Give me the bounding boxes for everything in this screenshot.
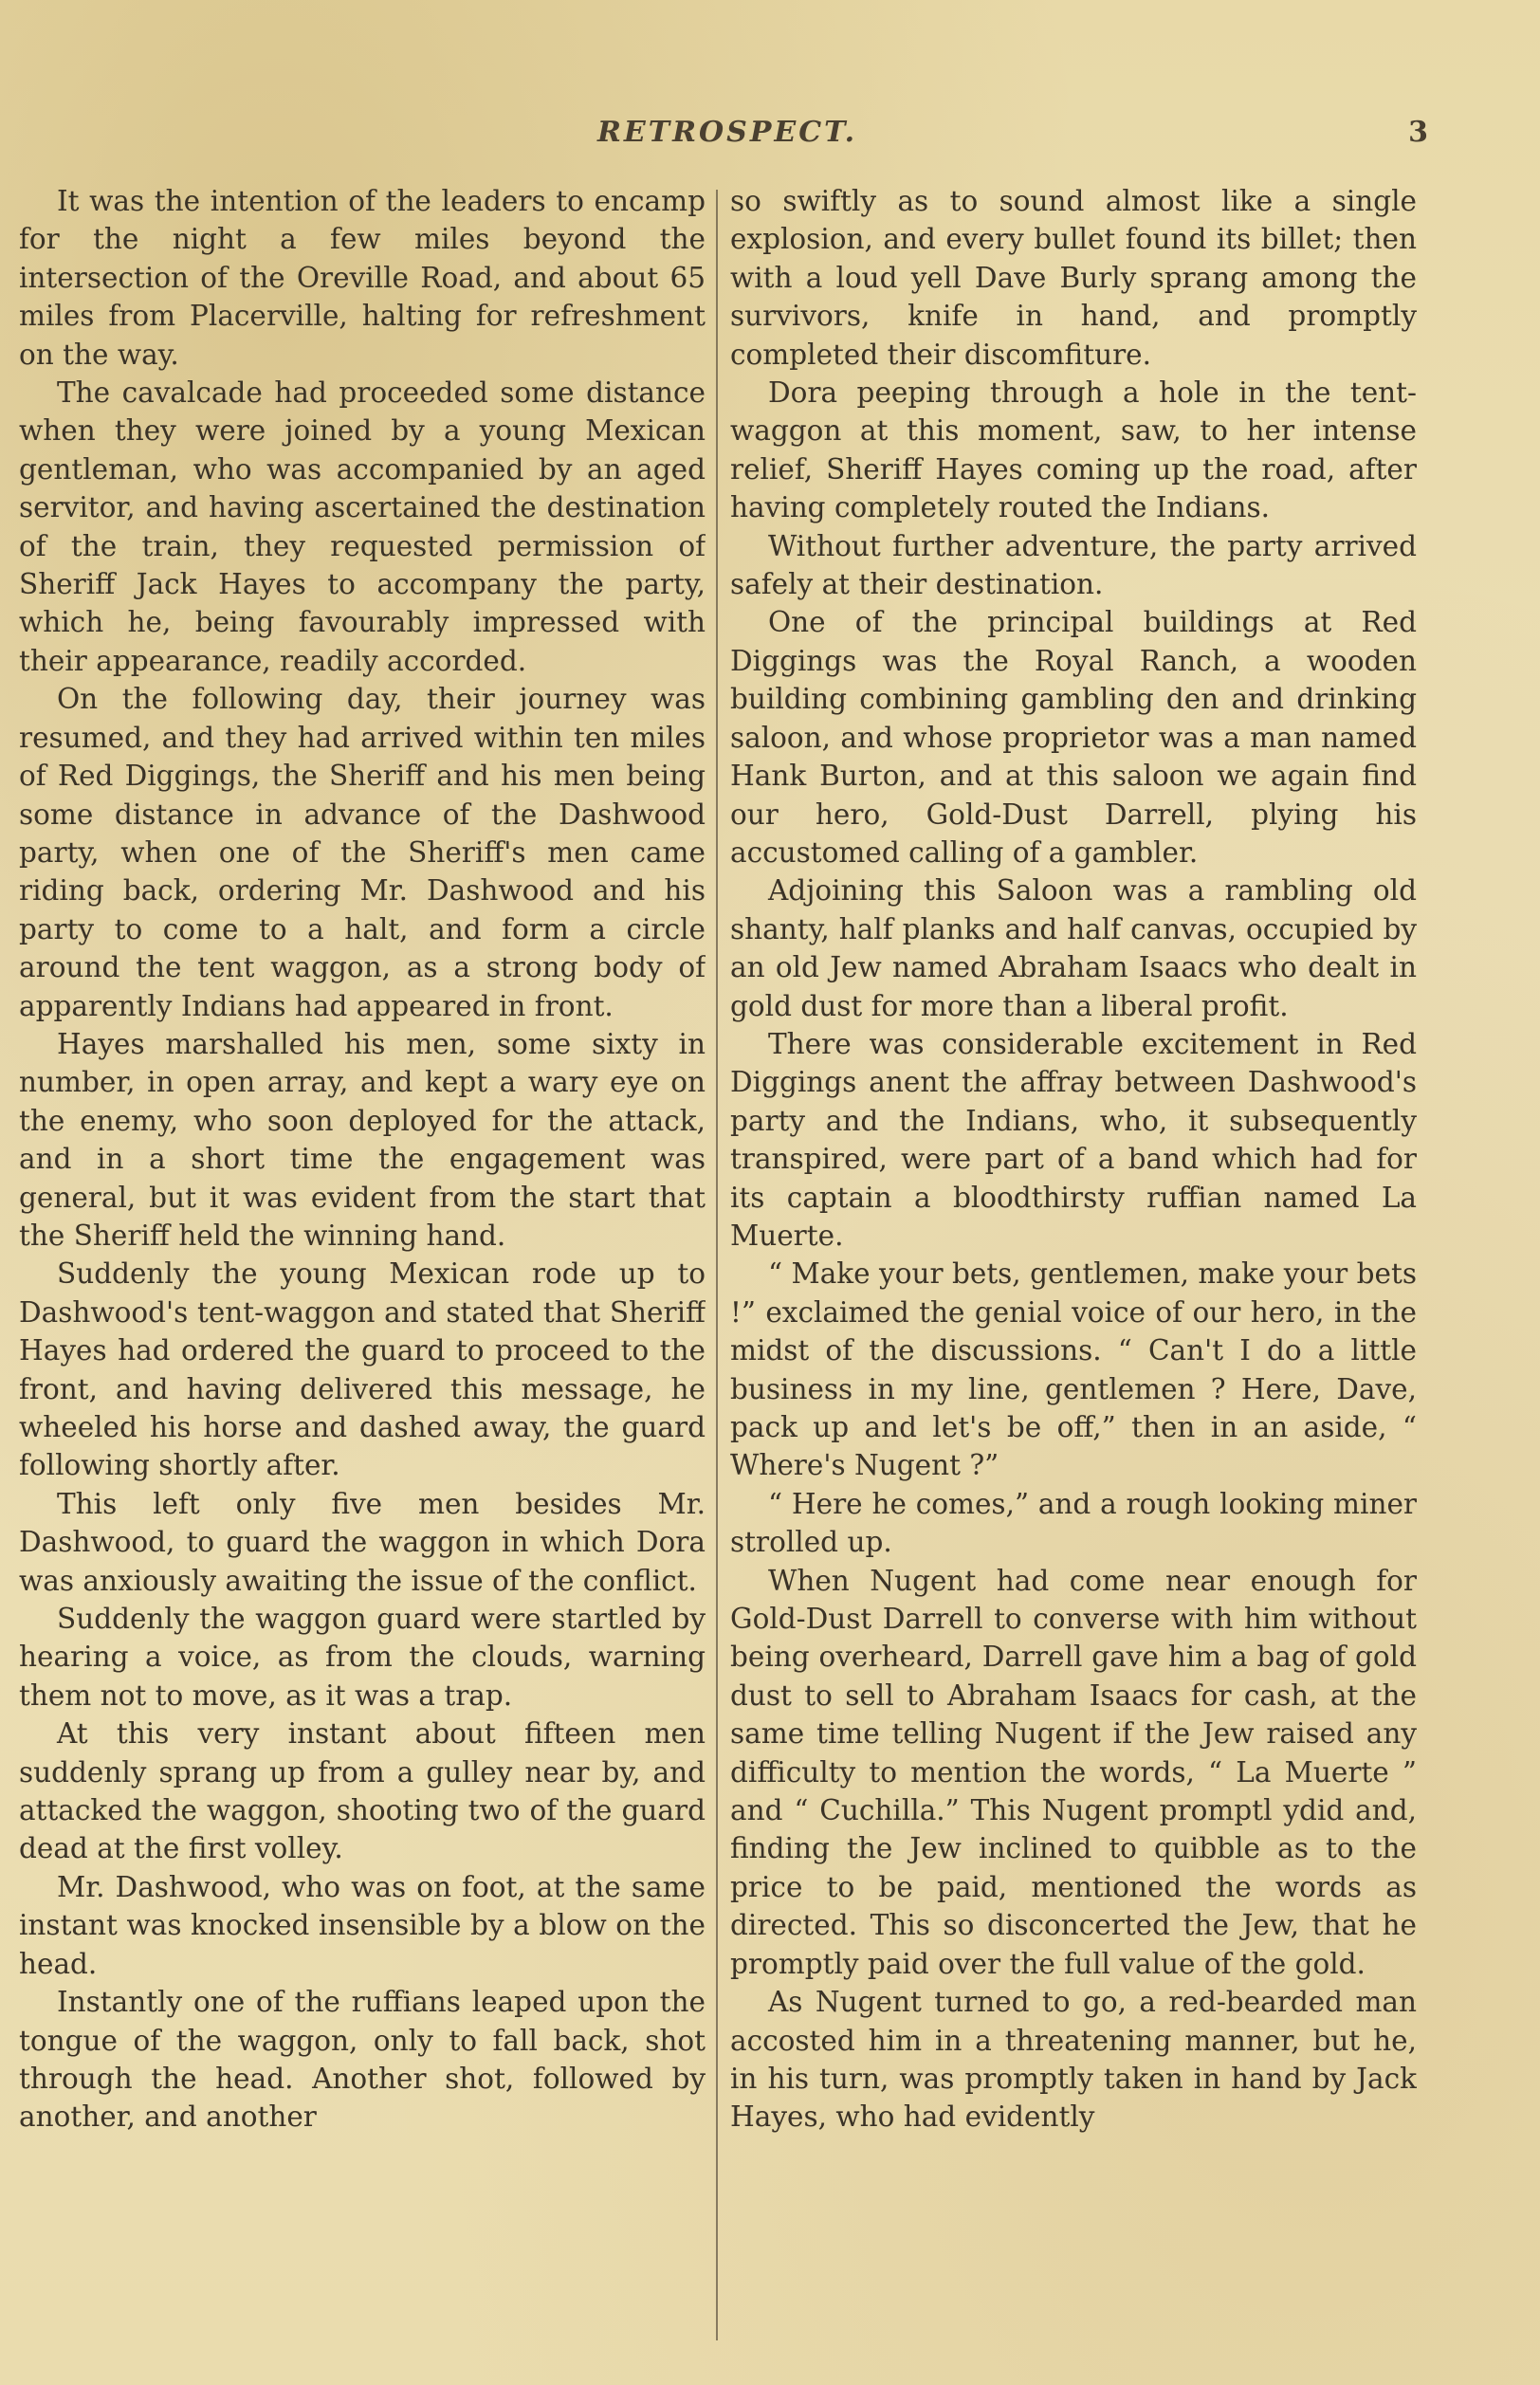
paragraph: One of the principal buildings at Red Diggings was the Royal Ranch, a wooden building combining gambling den and drinking saloon, and whose proprietor was a man named Hank Burton, and at this saloon we again find our hero, Gold-Dust Darrell, plying his accustomed calling of a gambler. <box>730 606 1417 869</box>
paragraph: Mr. Dashwood, who was on foot, at the same instant was knocked insensible by a blow on the head. <box>19 1870 706 1980</box>
paragraph: Dora peeping through a hole in the tent-waggon at this moment, saw, to her intense relief, Sheriff Hayes coming up the road, after having completely routed the Indians. <box>730 376 1417 524</box>
paragraph: Suddenly the young Mexican rode up to Dashwood's tent-waggon and stated that Sheriff Hayes had ordered the guard to proceed to the front, and having delivered this message, he wheeled his horse and dashed away, the guard following shortly after. <box>19 1257 706 1482</box>
paragraph: When Nugent had come near enough for Gold-Dust Darrell to converse with him without being overheard, Darrell gave him a bag of gold dust to sell to Abraham Isaacs for cash, at the same time telling Nugent if the Jew raised any difficulty to mention the words, “ La Muerte ” and “ Cuchilla.” This Nugent promptl ydid and, finding the Jew inclined to quibble as to the price to be paid, mentioned the words as directed. This so disconcerted the Jew, that he promptly paid over the full value of the gold. <box>730 1564 1417 1980</box>
paragraph: The cavalcade had proceeded some distance when they were joined by a young Mexican gentleman, who was accompanied by an aged servitor, and having ascertained the destination of the train, they requested permission of Sheriff Jack Hayes to accompany the party, which he, being favourably impressed with their appearance, readily accorded. <box>19 376 706 677</box>
paragraph: As Nugent turned to go, a red-bearded man accosted him in a threatening manner, but he, in his turn, was promptly taken in hand by Jack Hayes, who had evidently <box>730 1986 1417 2134</box>
paragraph: Suddenly the waggon guard were startled by hearing a voice, as from the clouds, warning them not to move, as it was a trap. <box>19 1603 706 1712</box>
paragraph: There was considerable excitement in Red Diggings anent the affray between Dashwood's party and the Indians, who, it subsequently transpired, were part of a band which had for its captain a bloodthirsty ruffian named La Muerte. <box>730 1027 1417 1252</box>
column-rule <box>716 190 718 2340</box>
page-number: 3 <box>1408 116 1428 149</box>
paragraph: Without further adventure, the party arrived safely at their destination. <box>730 529 1417 601</box>
running-head <box>0 116 1540 154</box>
left-column <box>19 182 706 2354</box>
paragraph: “ Make your bets, gentlemen, make your bets !” exclaimed the genial voice of our hero, in the midst of the discussions. “ Can't I do a little business in my line, gentlemen ? Here, Dave, pack up and let's be off,” then in an aside, “ Where's Nugent ?” <box>730 1257 1417 1482</box>
running-title: RETROSPECT. <box>597 116 858 149</box>
paragraph: “ Here he comes,” and a rough looking miner strolled up. <box>730 1487 1417 1559</box>
paragraph-continuation: so swiftly as to sound almost like a single explosion, and every bullet found its billet; then with a loud yell Dave Burly sprang among the survivors, knife in hand, and promptly completed their discomfiture. <box>730 185 1417 371</box>
paragraph: This left only five men besides Mr. Dashwood, to guard the waggon in which Dora was anxiously awaiting the issue of the conflict. <box>19 1487 706 1597</box>
paragraph: Instantly one of the ruffians leaped upon the tongue of the waggon, only to fall back, shot through the head. Another shot, followed by another, and another <box>19 1986 706 2134</box>
right-column <box>730 182 1417 2354</box>
paragraph: Hayes marshalled his men, some sixty in number, in open array, and kept a wary eye on the enemy, who soon deployed for the attack, and in a short time the engagement was general, but it was evident from the start that the Sheriff held the winning hand. <box>19 1027 706 1252</box>
paragraph: At this very instant about fifteen men suddenly sprang up from a gulley near by, and attacked the waggon, shooting two of the guard dead at the first volley. <box>19 1717 706 1865</box>
paragraph: It was the intention of the leaders to encamp for the night a few miles beyond the intersection of the Oreville Road, and about 65 miles from Placerville, halting for refreshment on the way. <box>19 185 706 371</box>
paragraph: Adjoining this Saloon was a rambling old shanty, half planks and half canvas, occupied by an old Jew named Abraham Isaacs who dealt in gold dust for more than a liberal profit. <box>730 874 1417 1022</box>
paragraph: On the following day, their journey was resumed, and they had arrived within ten miles of Red Diggings, the Sheriff and his men being some distance in advance of the Dashwood party, when one of the Sheriff's men came riding back, ordering Mr. Dashwood and his party to come to a halt, and form a circle around the tent waggon, as a strong body of apparently Indians had appeared in front. <box>19 683 706 1022</box>
